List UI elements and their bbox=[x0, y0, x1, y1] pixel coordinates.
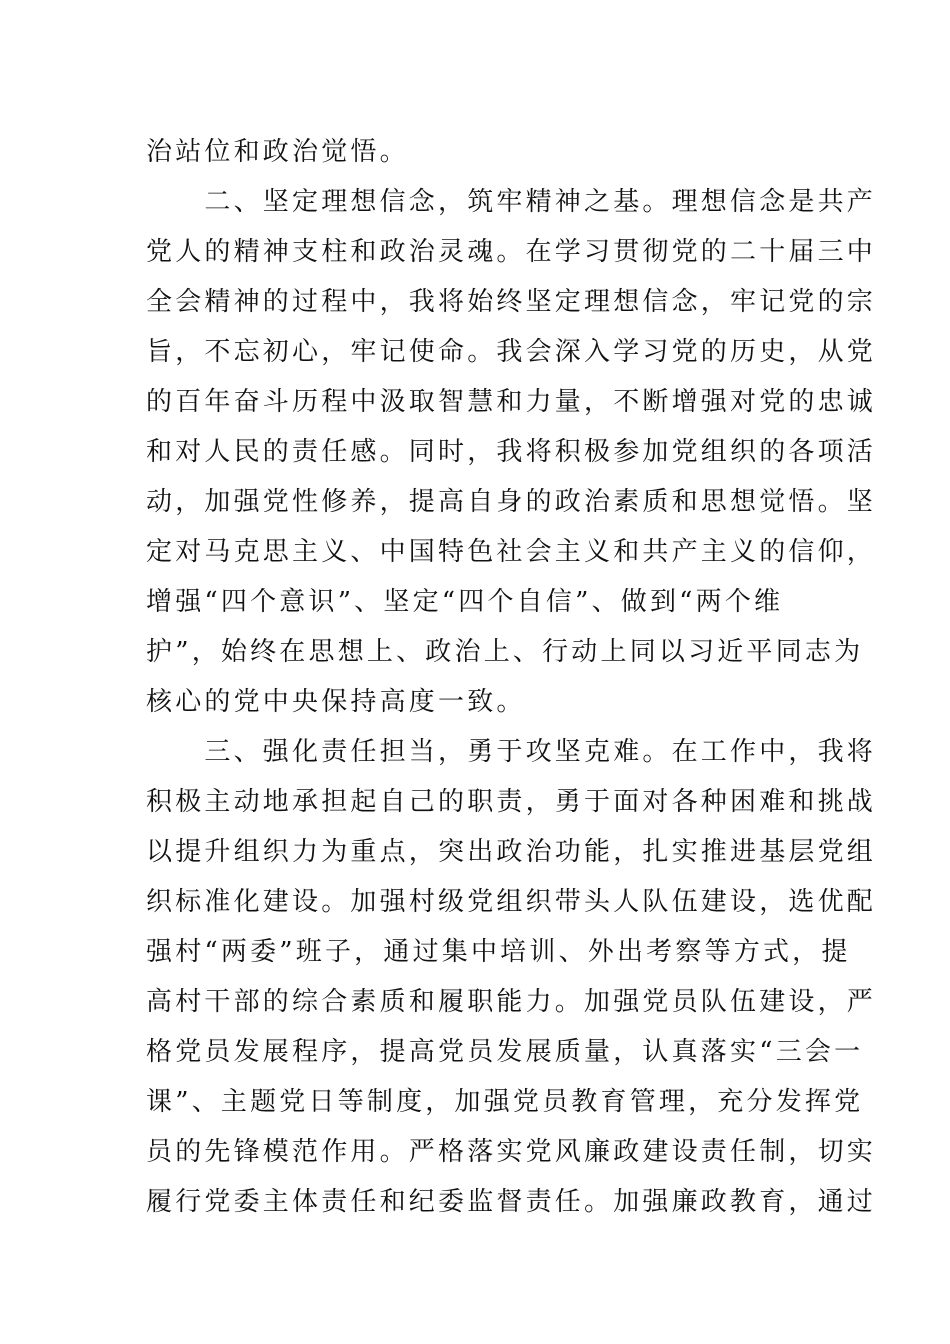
text-line: 三、强化责任担当，勇于攻坚克难。在工作中，我将 bbox=[146, 737, 877, 767]
text-line: 增强“四个意识”、坚定“四个自信”、做到“两个维 bbox=[146, 587, 784, 617]
text-line: 格党员发展程序，提高党员发展质量，认真落实“三会一 bbox=[146, 1037, 864, 1067]
text-line: 核心的党中央保持高度一致。 bbox=[146, 687, 526, 717]
text-line: 治站位和政治觉悟。 bbox=[146, 137, 409, 167]
text-line: 全会精神的过程中，我将始终坚定理想信念，牢记党的宗 bbox=[146, 287, 877, 317]
text-line: 定对马克思主义、中国特色社会主义和共产主义的信仰， bbox=[146, 537, 877, 567]
text-line: 护”，始终在思想上、政治上、行动上同以习近平同志为 bbox=[146, 637, 864, 667]
text-line: 动，加强党性修养，提高自身的政治素质和思想觉悟。坚 bbox=[146, 487, 877, 517]
text-line: 高村干部的综合素质和履职能力。加强党员队伍建设，严 bbox=[146, 987, 877, 1017]
text-line: 二、坚定理想信念，筑牢精神之基。理想信念是共产 bbox=[146, 187, 877, 217]
text-line: 履行党委主体责任和纪委监督责任。加强廉政教育，通过 bbox=[146, 1187, 877, 1217]
text-line: 旨，不忘初心，牢记使命。我会深入学习党的历史，从党 bbox=[146, 337, 877, 367]
text-line: 强村“两委”班子，通过集中培训、外出考察等方式，提 bbox=[146, 937, 851, 967]
text-line: 织标准化建设。加强村级党组织带头人队伍建设，选优配 bbox=[146, 887, 877, 917]
document-body bbox=[146, 127, 877, 1227]
text-line: 课”、主题党日等制度，加强党员教育管理，充分发挥党 bbox=[146, 1087, 864, 1117]
text-line: 员的先锋模范作用。严格落实党风廉政建设责任制，切实 bbox=[146, 1137, 877, 1167]
text-line: 的百年奋斗历程中汲取智慧和力量，不断增强对党的忠诚 bbox=[146, 387, 877, 417]
text-line: 积极主动地承担起自己的职责，勇于面对各种困难和挑战 bbox=[146, 787, 877, 817]
text-line: 党人的精神支柱和政治灵魂。在学习贯彻党的二十届三中 bbox=[146, 237, 877, 267]
text-line: 以提升组织力为重点，突出政治功能，扎实推进基层党组 bbox=[146, 837, 877, 867]
text-line: 和对人民的责任感。同时，我将积极参加党组织的各项活 bbox=[146, 437, 877, 467]
